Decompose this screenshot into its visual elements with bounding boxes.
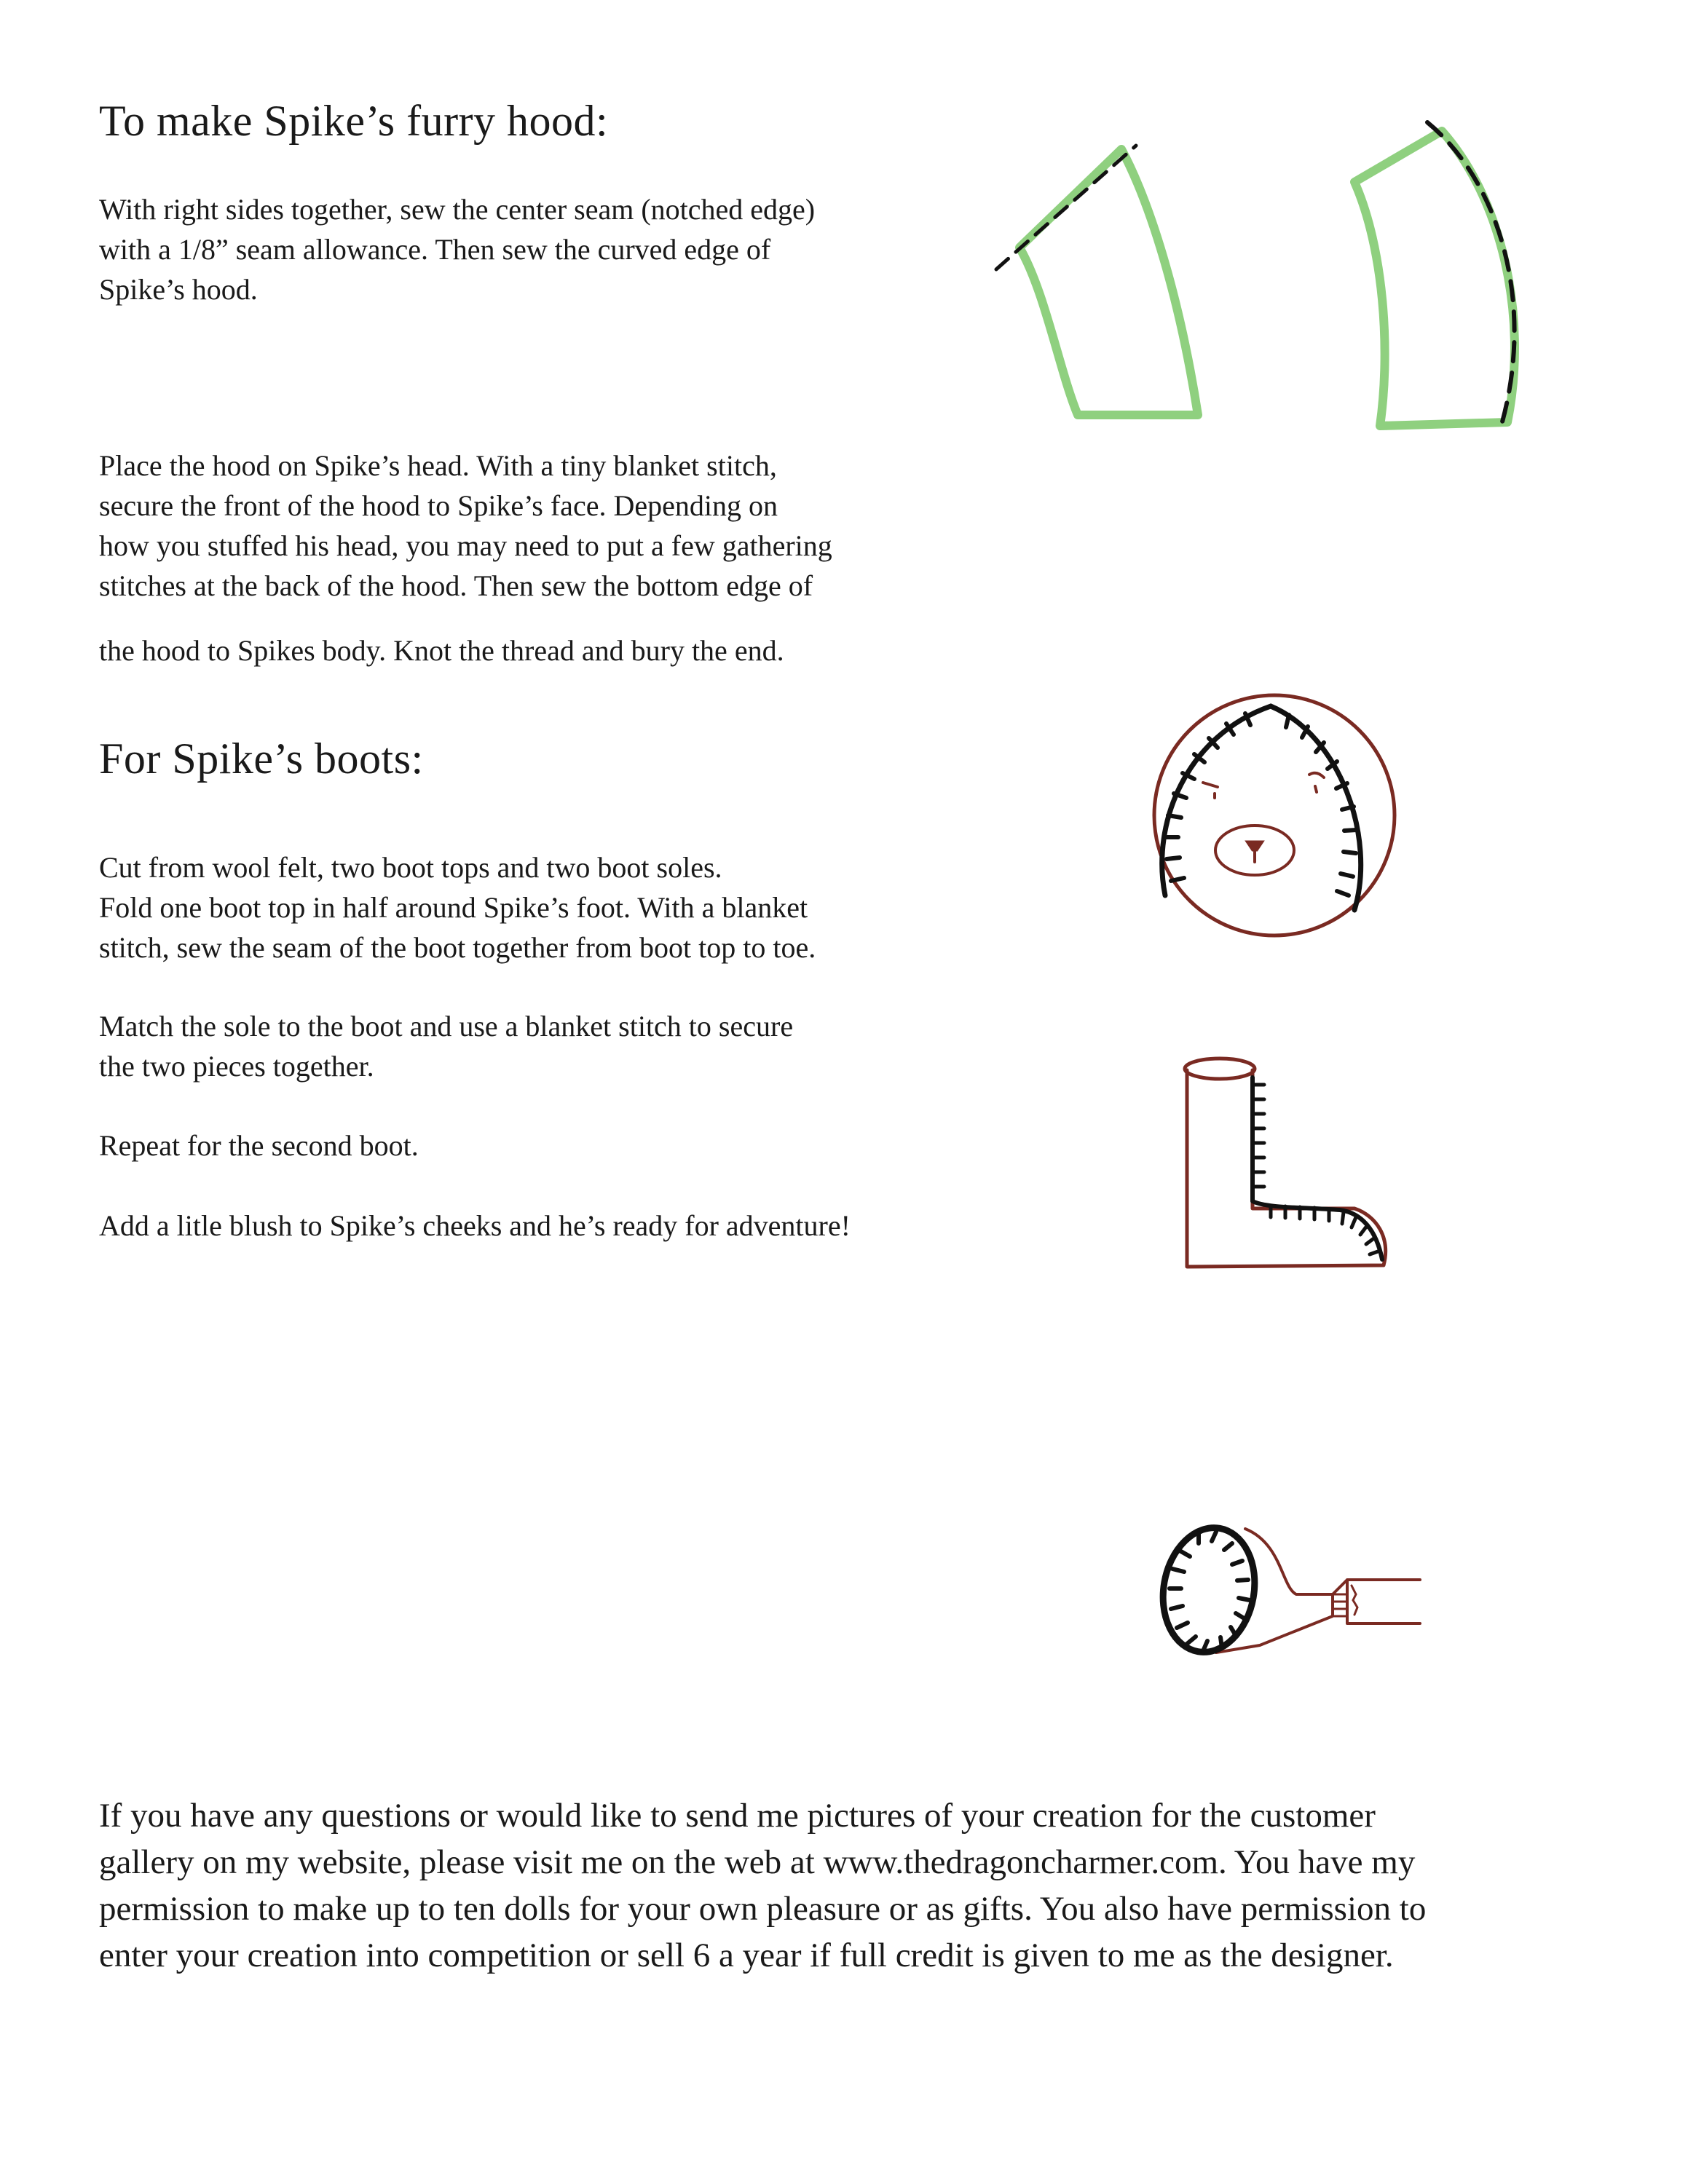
hood-piece-right: [1354, 131, 1515, 426]
text-line: Spike’s hood.: [99, 273, 258, 306]
hood-step-2: [99, 446, 832, 606]
text-line: how you stuffed his head, you may need to put a few gathering: [99, 529, 832, 562]
text-line: Add a litle blush to Spike’s cheeks and he’s ready for adventure!: [99, 1209, 851, 1242]
text-line: gallery on my website, please visit me on the web at www.thedragoncharmer.com. You have my: [99, 1843, 1416, 1881]
text-line: With right sides together, sew the center seam (notched edge): [99, 193, 816, 226]
hood-step-1: [99, 189, 815, 309]
text-line: the hood to Spikes body. Knot the thread and bury the end.: [99, 634, 784, 667]
boot-sole-illustration: [1136, 1500, 1442, 1674]
hood-pieces-illustration: [976, 109, 1631, 459]
text-line: with a 1/8” seam allowance. Then sew the curved edge of: [99, 233, 771, 266]
text-line: secure the front of the hood to Spike’s face. Depending on: [99, 489, 778, 522]
boot-side-illustration: [1158, 1048, 1405, 1296]
hood-heading: To make Spike’s furry hood:: [99, 97, 609, 145]
text-line: Match the sole to the boot and use a blanket stitch to secure: [99, 1010, 794, 1042]
boots-heading: For Spike’s boots:: [99, 735, 424, 783]
hood-piece-left: [1019, 149, 1198, 415]
text-line: permission to make up to ten dolls for your own pleasure or as gifts. You also have permission to: [99, 1890, 1427, 1928]
hood-step-2-end: [99, 630, 784, 670]
boots-step-1: [99, 847, 816, 968]
left-eye: [1203, 783, 1218, 787]
text-line: stitches at the back of the hood. Then sew the bottom edge of: [99, 569, 813, 602]
boots-step-2: [99, 1006, 793, 1086]
text-line: enter your creation into competition or sell 6 a year if full credit is given to me as the designer.: [99, 1936, 1394, 1974]
text-line: the two pieces together.: [99, 1050, 374, 1083]
right-eye: [1309, 773, 1324, 778]
boot-outline: [1187, 1070, 1386, 1267]
text-line: Fold one boot top in half around Spike’s foot. With a blanket: [99, 891, 808, 924]
text-line: Cut from wool felt, two boot tops and two boot soles.: [99, 851, 722, 884]
hood-seam-dashed-left: [996, 146, 1136, 269]
text-line: Place the hood on Spike’s head. With a tiny blanket stitch,: [99, 449, 777, 482]
hood-seam-dashed-right: [1427, 122, 1515, 430]
text-line: stitch, sew the seam of the boot together from boot top to toe.: [99, 931, 816, 964]
text-line: Repeat for the second boot.: [99, 1129, 419, 1162]
right-eye-pupil: [1315, 786, 1317, 792]
text-line: If you have any questions or would like to send me pictures of your creation for the customer: [99, 1797, 1376, 1835]
blanket-stitch-ticks: [1165, 713, 1357, 895]
hood-on-head-illustration: [1136, 677, 1413, 954]
permission-notice: [99, 1792, 1426, 1979]
face-edge-stitch: [1162, 706, 1361, 910]
boot-top-cuff: [1185, 1059, 1255, 1079]
nose: [1247, 842, 1263, 850]
boots-step-4: [99, 1206, 851, 1246]
boot-stitch-ticks: [1253, 1085, 1380, 1254]
boots-step-3: [99, 1125, 419, 1166]
